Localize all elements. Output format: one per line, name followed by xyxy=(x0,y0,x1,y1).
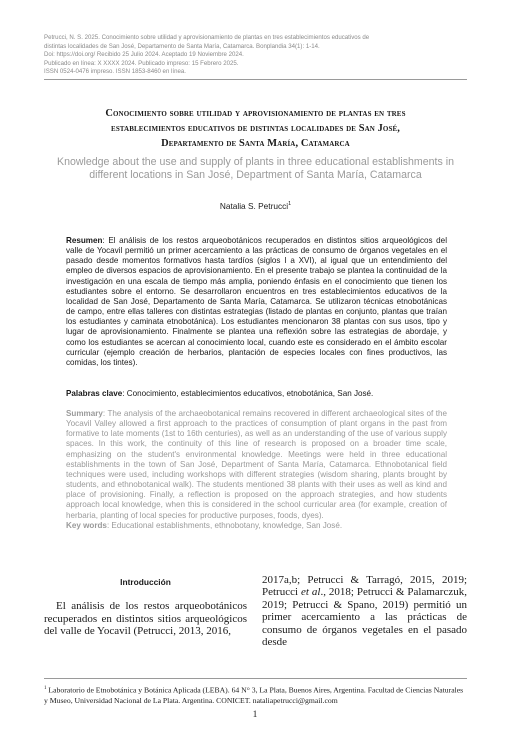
body-column-right xyxy=(262,574,467,648)
abstract-text: : El análisis de los restos arqueobotánicos recuperados en distintos sitios arqueológicos del valle de Yocavil permitió un primer acercamiento a las prácticas de consumo de órganos vegetales en el pasado desde momentos formativos hasta tardíos (siglos I a XVI), al igual que un entendimiento del empleo de diversos espacios de aprovisionamiento. En el presente trabajo se plantea la continuidad de la investigación en una escala de tiempo más amplia, poniendo énfasis en el conocimiento que tienen los estudiantes sobre el entorno. Se desarrollaron encuentros en tres establecimientos educativos de la localidad de San José, Departamento de Santa María, Catamarca. Se utilizaron técnicas etnobotánicas de campo, entre ellas talleres con distintas estrategias (listado de plantas en conjunto, plantas que traían los estudiantes y caminata etnobotánica). Los estudiantes mencionaron 38 plantas con sus usos, tipo y lugar de aprovisionamiento. Finalmente se plantea una reflexión sobre las estrategias de abordaje, y como los estudiantes se acercan al conocimiento local, cuando este es considerado en el ámbito escolar curricular (ejemplo creación de herbarios, plantación de especies locales con fines productivos, las comidas, los tintes). xyxy=(66,236,447,367)
keywords-spanish xyxy=(66,389,447,399)
abstract-label: Resumen xyxy=(66,236,103,245)
footnote-mark: 1 xyxy=(44,686,47,691)
abstract-spanish xyxy=(66,236,447,368)
citation-line: Petrucci, N. S. 2025. Conocimiento sobre utilidad y aprovisionamiento de plantas en tres establecimientos educativos de xyxy=(44,34,370,41)
section-heading: Introducción xyxy=(120,577,171,587)
doi-line: Doi: https://doi.org/ Recibido 25 Julio 2024. Aceptado 19 Noviembre 2024. xyxy=(44,51,244,59)
author-affiliation-mark: 1 xyxy=(288,201,292,208)
page-number: 1 xyxy=(252,710,258,720)
summary-text: : The analysis of the archaeobotanical remains recovered in different archaeological sites of the Yocavil Valley allowed a first approach to the practices of consumption of plant organs in the past from formative to late moments (1st to 16th centuries), as well as an understanding of the use of various supply spaces. In this work, the continuity of this line of research is proposed on a broader time scale, emphasizing on the student's environmental knowledge. Meetings were held in three educational establishments in the town of San José, Department of Santa María, Catamarca. Ethnobotanical field techniques were used, including workshops with different strategies (wisdom sharing, plants brought by students, and ethnobotanical walk). The students mentioned 38 plants with their uses as well as kind and place of provisioning. Finally, a reflection is proposed on the approach strategies, and how students approach local knowledge, when this is considered in the school curricular area (for example, creation of herbaria, planting of local species for productive purposes, foods, dyes). xyxy=(66,409,447,520)
body-column-left xyxy=(44,576,247,638)
body-paragraph-continued xyxy=(262,574,467,648)
summary-label: Summary xyxy=(66,409,103,418)
keywords-text: : Conocimiento, establecimientos educativos, etnobotánica, San José. xyxy=(122,389,374,398)
citation-block xyxy=(44,34,464,77)
author-name: Natalia S. Petrucci xyxy=(219,201,289,211)
title-line: Conocimiento sobre utilidad y aprovisionamiento de plantas en tres xyxy=(105,108,406,119)
publication-line: Publicado en línea: X XXXX 2024. Publicado impreso: 15 Febrero 2025. xyxy=(44,59,239,67)
keywords-en-text: : Educational establishments, ethnobotany, knowledge, San José. xyxy=(106,521,343,530)
author-line xyxy=(44,201,467,211)
footnote xyxy=(44,684,467,707)
title-spanish xyxy=(44,106,467,151)
body-text: 2017a,b; Petrucci & Tarragó, 2015, 2019; Petrucci xyxy=(262,574,467,599)
title-line: establecimientos educativos de distintas localidades de San José, xyxy=(111,123,400,134)
footnote-text: Laboratorio de Etnobotánica y Botánica Aplicada (LEBA). 64 N° 3, La Plata, Buenos Aires, Argentina. Facultad de Ciencias Naturales y Museo, Universidad Nacional de La Plata. Argentina. CONICET. nataliapetrucci@gmail.com xyxy=(44,685,464,706)
keywords-english xyxy=(66,521,447,531)
keywords-en-label: Key words xyxy=(66,521,107,530)
body-paragraph: El análisis de los restos arqueobotánicos recuperados en distintos sitios arqueológicos del valle de Yocavil (Petrucci, 2013, 2016, xyxy=(44,600,247,638)
citation-line: distintas localidades de San José, Departamento de Santa María, Catamarca. Bonplandia 34(1): 1-14. xyxy=(44,42,320,50)
header-divider xyxy=(44,79,467,80)
et-al-italic: et al xyxy=(301,586,321,599)
title-line: Departamento de Santa María, Catamarca xyxy=(161,138,350,149)
keywords-label: Palabras clave xyxy=(66,389,123,398)
abstract-english xyxy=(66,409,447,521)
title-english: Knowledge about the use and supply of plants in three educational establishments in different locations in San José, Department of Santa María, Catamarca xyxy=(57,156,454,181)
issn-line: ISSN 0524-0476 impreso. ISSN 1853-8460 en línea. xyxy=(44,68,186,76)
body-text: ., 2018; Petrucci & Palamarczuk, 2019; Petrucci & Spano, 2019) permitió un primer acercamiento a las prácticas de consumo de órganos vegetales en el pasado desde xyxy=(262,586,467,649)
footnote-divider xyxy=(44,678,467,679)
